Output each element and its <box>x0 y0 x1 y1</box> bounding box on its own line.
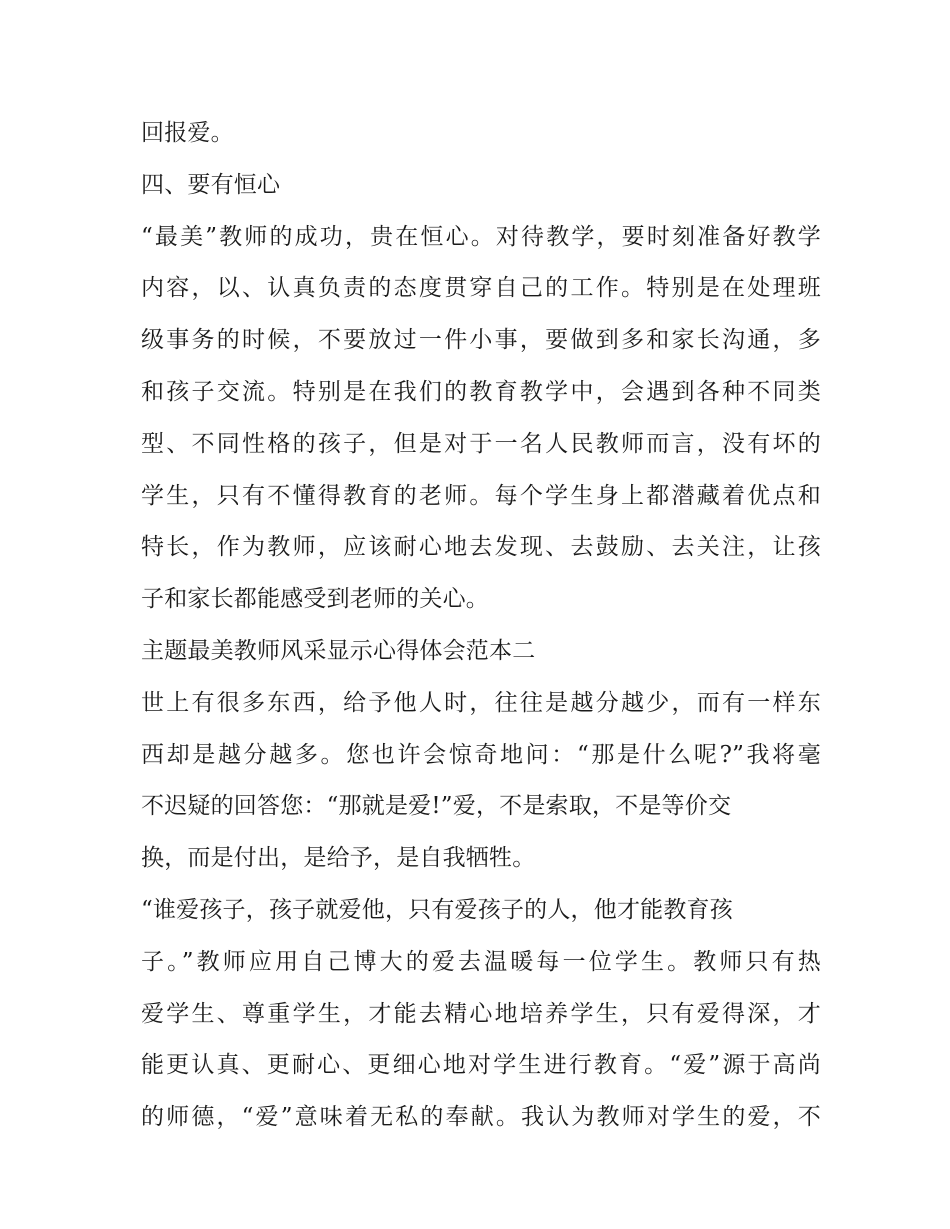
text-line: 的师德，“爱”意味着无私的奉献。我认为教师对学生的爱，不 <box>141 1104 821 1131</box>
text-line: 西却是越分越多。您也许会惊奇地问：“那是什么呢?”我将毫 <box>141 741 821 768</box>
text-line: 特长，作为教师，应该耐心地去发现、去鼓励、去关注，让孩 <box>141 534 821 561</box>
text-line: 内容，以、认真负责的态度贯穿自己的工作。特别是在处理班 <box>141 275 821 302</box>
text-line: 子和家长都能感受到老师的关心。 <box>141 586 489 613</box>
text-line: “谁爱孩子，孩子就爱他，只有爱孩子的人，他才能教育孩 <box>141 896 733 923</box>
section-heading: 四、要有恒心 <box>141 171 281 198</box>
text-line: 回报爱。 <box>141 120 234 146</box>
text-line: 型、不同性格的孩子，但是对于一名人民教师而言，没有坏的 <box>141 430 821 457</box>
text-line: 能更认真、更耐心、更细心地对学生进行教育。“爱”源于高尚 <box>141 1052 821 1079</box>
body-text <box>141 108 821 1144</box>
text-line: “最美”教师的成功，贵在恒心。对待教学，要时刻准备好教学 <box>141 223 821 250</box>
text-line: 子。”教师应用自己博大的爱去温暖每一位学生。教师只有热 <box>141 948 821 975</box>
text-line: 世上有很多东西，给予他人时，往往是越分越少，而有一样东 <box>141 689 821 716</box>
section-heading: 主题最美教师风采显示心得体会范本二 <box>141 637 536 664</box>
text-line: 学生，只有不懂得教育的老师。每个学生身上都潜藏着优点和 <box>141 482 821 509</box>
text-line: 级事务的时候，不要放过一件小事，要做到多和家长沟通，多 <box>141 327 821 354</box>
text-line: 爱学生、尊重学生，才能去精心地培养学生，只有爱得深，才 <box>141 1000 821 1027</box>
text-line: 和孩子交流。特别是在我们的教育教学中，会遇到各种不同类 <box>141 378 821 405</box>
text-line: 不迟疑的回答您：“那就是爱!”爱，不是索取，不是等价交 <box>141 793 732 820</box>
text-line: 换，而是付出，是给予，是自我牺牲。 <box>141 845 536 872</box>
